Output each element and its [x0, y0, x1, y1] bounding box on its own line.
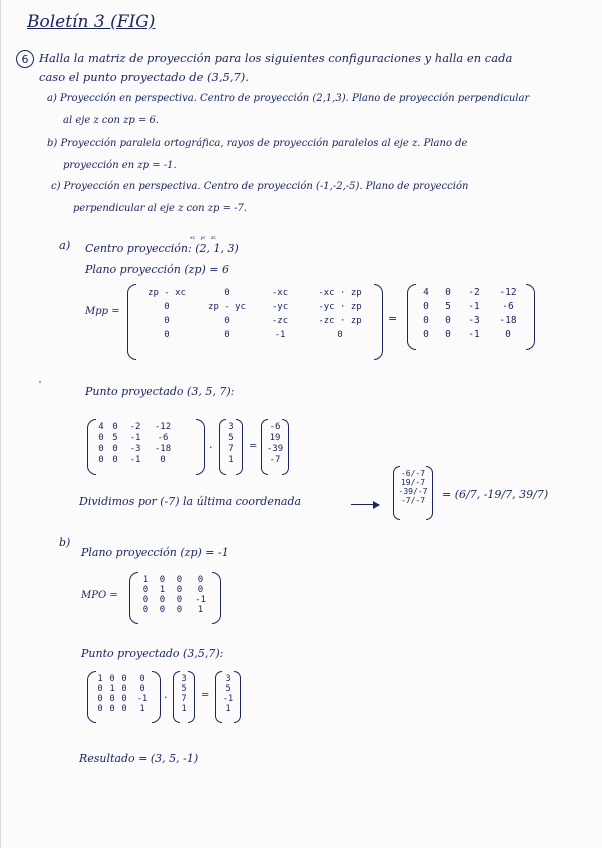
matrix-cell: 0	[160, 455, 166, 465]
matrix-cell: 0	[159, 575, 166, 585]
vector-cell: 1	[225, 704, 231, 714]
matrix-cell: -xc · zp	[318, 288, 362, 298]
part-b-point-label: Punto proyectado (3,5,7):	[81, 647, 224, 660]
matrix-cell: 0	[109, 674, 115, 684]
matrix-cell: 0	[197, 585, 204, 595]
matrix-cell: -1	[468, 329, 480, 340]
matrix-cell: 0	[505, 329, 511, 340]
matrix-cell: 0	[112, 444, 118, 454]
part-a-mult-matrix	[87, 419, 205, 475]
vector-cell: -6/-7	[400, 469, 426, 478]
matrix-cell: zp - yc	[208, 302, 246, 312]
matrix-cell: 0	[139, 674, 145, 684]
statement-line-5: b) Proyección paralela ortográfica, rayos de proyección paralelos al eje z. Plano de	[47, 138, 468, 149]
matrix-cell: 0	[224, 288, 230, 298]
matrix-cell: 0	[445, 315, 451, 326]
matrix-cell: 0	[98, 433, 104, 443]
statement-line-6: proyección en zp = -1.	[63, 160, 177, 171]
matrix-cell: 1	[97, 674, 103, 684]
part-a-result-vector	[261, 419, 289, 475]
statement-line-1: Halla la matriz de proyección para los siguientes configuraciones y halla en cada	[39, 51, 513, 65]
matrix-cell: 0	[164, 316, 170, 326]
mpp-symbolic-matrix	[127, 284, 383, 360]
matrix-cell: 0	[176, 605, 183, 615]
matrix-cell: 5	[445, 301, 451, 312]
matrix-cell: -12	[154, 422, 172, 432]
statement-line-3: a) Proyección en perspectiva. Centro de proyección (2,1,3). Plano de proyección perpendicular	[47, 93, 530, 104]
vector-cell: 7	[181, 694, 187, 704]
matrix-cell: 0	[159, 595, 166, 605]
statement-line-8: perpendicular al eje z con zp = -7.	[73, 203, 248, 214]
vector-cell: -39/-7	[398, 487, 428, 496]
matrix-cell: -zc	[271, 316, 289, 326]
mpp-numeric-matrix	[407, 284, 535, 350]
vector-cell: -7	[269, 455, 281, 465]
vector-cell: 19	[269, 433, 281, 443]
notebook-page: Boletín 3 (FIG) 6 Halla la matriz de proyección para los siguientes configuraciones y halla en cada caso el punto proyectado de (3,5,7). a) Proyección en perspectiva. Centro de proyección (2,1,3). Plano de proyección perpendicular al eje z con zp = 6. b) Proyección paralela ortográfica, rayos de proyección paralelos al eje z. Plano de proyección en zp = -1. c) Proyección en perspectiva. Centro de proyección (-1,-2,-5). Plano de proyección perpendicular al eje z con zp = -7. a) xc yc zc Centro proyección: (2, 1, 3) Plano proyección (zp) = 6 Mpp = zp - xc 0 -xc -xc · zp 0 zp - yc -yc -yc · zp 0 0 -zc -zc · zp 0 0 -1 0 = 4 0 -2 -12 0 5 -1 -6 0 0 -3 -18 0 0 -1 0 Punto proyectado (3, 5, 7): 4 0 -2 -12 0 5 -1 -6 0 0 -3 -18 0 0 -1 0 · 3 5 7 1 = -6 19 -39 -7 Dividimos por (-7) la última coordenada -6/-7 19/-7 -39/-7 -7/-7 = (6/7, -19/7, 39/7) b) Plano proyección (zp) = -1 MPO = 1 0 0 0 0 1 0 0 0 0 0 -1 0 0 0 1 Punto proyectado (3,5,7): 1 0 0 0 0 1 0 0 0 0 0 -1 0 0 0 1 · 3 5 7 1 = 3 5 -1 1 Resultado = (3, 5, -1)	[0, 0, 602, 848]
mpo-label: MPO =	[81, 590, 118, 601]
part-a-center: Centro proyección: (2, 1, 3)	[85, 242, 239, 255]
problem-number: 6	[16, 50, 34, 68]
vector-cell: -39	[266, 444, 284, 454]
matrix-cell: 0	[142, 605, 149, 615]
matrix-cell: 0	[445, 329, 451, 340]
matrix-cell: 1	[109, 684, 115, 694]
matrix-cell: -2	[468, 287, 480, 298]
matrix-cell: -yc · zp	[318, 302, 362, 312]
matrix-cell: 0	[109, 694, 115, 704]
vector-cell: 3	[181, 674, 187, 684]
part-a-vector	[219, 419, 243, 475]
statement-line-7: c) Proyección en perspectiva. Centro de proyección (-1,-2,-5). Plano de proyección	[51, 181, 469, 192]
part-a-plane: Plano proyección (zp) = 6	[85, 263, 229, 276]
matrix-cell: -6	[157, 433, 169, 443]
page-title: Boletín 3 (FIG)	[27, 12, 156, 32]
vector-cell: 7	[228, 444, 234, 454]
matrix-cell: 0	[112, 455, 118, 465]
statement-line-2: caso el punto proyectado de (3,5,7).	[39, 70, 249, 84]
matrix-cell: 1	[139, 704, 145, 714]
mpp-label: Mpp =	[85, 306, 120, 317]
matrix-cell: 5	[112, 433, 118, 443]
matrix-cell: 0	[121, 704, 127, 714]
part-a-label: a)	[59, 238, 71, 252]
vector-cell: 1	[181, 704, 187, 714]
matrix-cell: 0	[97, 694, 103, 704]
part-a-point-label: Punto proyectado (3, 5, 7):	[85, 385, 235, 398]
matrix-cell: -1	[129, 433, 141, 443]
matrix-cell: 0	[98, 455, 104, 465]
matrix-cell: -3	[129, 444, 141, 454]
matrix-cell: -1	[195, 595, 206, 605]
matrix-cell: 0	[176, 585, 183, 595]
matrix-cell: 0	[142, 595, 149, 605]
vector-cell: 1	[228, 455, 234, 465]
vector-cell: 5	[225, 684, 231, 694]
matrix-cell: 1	[159, 585, 166, 595]
matrix-cell: 0	[109, 704, 115, 714]
part-b-result-vector	[215, 671, 241, 723]
matrix-cell: 0	[121, 694, 127, 704]
matrix-cell: -18	[154, 444, 172, 454]
matrix-cell: 0	[224, 316, 230, 326]
matrix-cell: 0	[164, 330, 170, 340]
vector-cell: 5	[228, 433, 234, 443]
matrix-cell: 0	[164, 302, 170, 312]
matrix-cell: -xc	[271, 288, 289, 298]
matrix-cell: -yc	[271, 302, 289, 312]
mpo-matrix	[129, 572, 221, 624]
matrix-cell: -1	[274, 330, 286, 340]
matrix-cell: 0	[159, 605, 166, 615]
matrix-cell: 0	[423, 329, 429, 340]
arrow-icon	[351, 504, 379, 505]
matrix-cell: 0	[176, 595, 183, 605]
part-b-vector	[173, 671, 195, 723]
matrix-cell: 0	[197, 575, 204, 585]
matrix-cell: 0	[423, 301, 429, 312]
part-b-plane: Plano proyección (zp) = -1	[81, 546, 229, 559]
matrix-cell: -3	[468, 315, 480, 326]
vector-cell: -6	[269, 422, 281, 432]
matrix-cell: 0	[142, 585, 149, 595]
equals-sign-a: =	[388, 312, 398, 325]
part-b-label: b)	[59, 536, 71, 549]
matrix-cell: -1	[136, 694, 148, 704]
matrix-cell: 0	[97, 684, 103, 694]
matrix-cell: 0	[224, 330, 230, 340]
vector-cell: -1	[222, 694, 234, 704]
matrix-cell: zp - xc	[148, 288, 186, 298]
vector-cell: -7/-7	[400, 496, 426, 505]
matrix-cell: 4	[423, 287, 429, 298]
statement-line-4: al eje z con zp = 6.	[63, 115, 160, 126]
divided-vector	[393, 466, 433, 520]
matrix-cell: -1	[468, 301, 480, 312]
matrix-cell: 0	[98, 444, 104, 454]
matrix-cell: -1	[129, 455, 141, 465]
matrix-cell: -zc · zp	[318, 316, 362, 326]
matrix-cell: -12	[499, 287, 517, 298]
matrix-cell: -18	[499, 315, 517, 326]
matrix-cell: 0	[112, 422, 118, 432]
matrix-cell: 0	[121, 674, 127, 684]
matrix-cell: 0	[337, 330, 343, 340]
center-marks: xc yc zc	[190, 236, 216, 241]
vector-cell: 3	[225, 674, 231, 684]
part-b-result: Resultado = (3, 5, -1)	[79, 752, 199, 765]
matrix-cell: 0	[121, 684, 127, 694]
matrix-cell: 0	[423, 315, 429, 326]
matrix-cell: -6	[502, 301, 514, 312]
vector-cell: 19/-7	[400, 478, 426, 487]
matrix-cell: 0	[139, 684, 145, 694]
part-b-mult-matrix	[87, 671, 161, 723]
matrix-cell: 0	[176, 575, 183, 585]
vector-cell: 5	[181, 684, 187, 694]
divide-text: Dividimos por (-7) la última coordenada	[79, 495, 302, 508]
matrix-cell: 0	[445, 287, 451, 298]
final-point: = (6/7, -19/7, 39/7)	[442, 488, 549, 501]
matrix-cell: -2	[129, 422, 141, 432]
matrix-cell: 4	[98, 422, 104, 432]
vector-cell: 3	[228, 422, 234, 432]
matrix-cell: 1	[197, 605, 204, 615]
matrix-cell: 0	[97, 704, 103, 714]
matrix-cell: 1	[142, 575, 149, 585]
